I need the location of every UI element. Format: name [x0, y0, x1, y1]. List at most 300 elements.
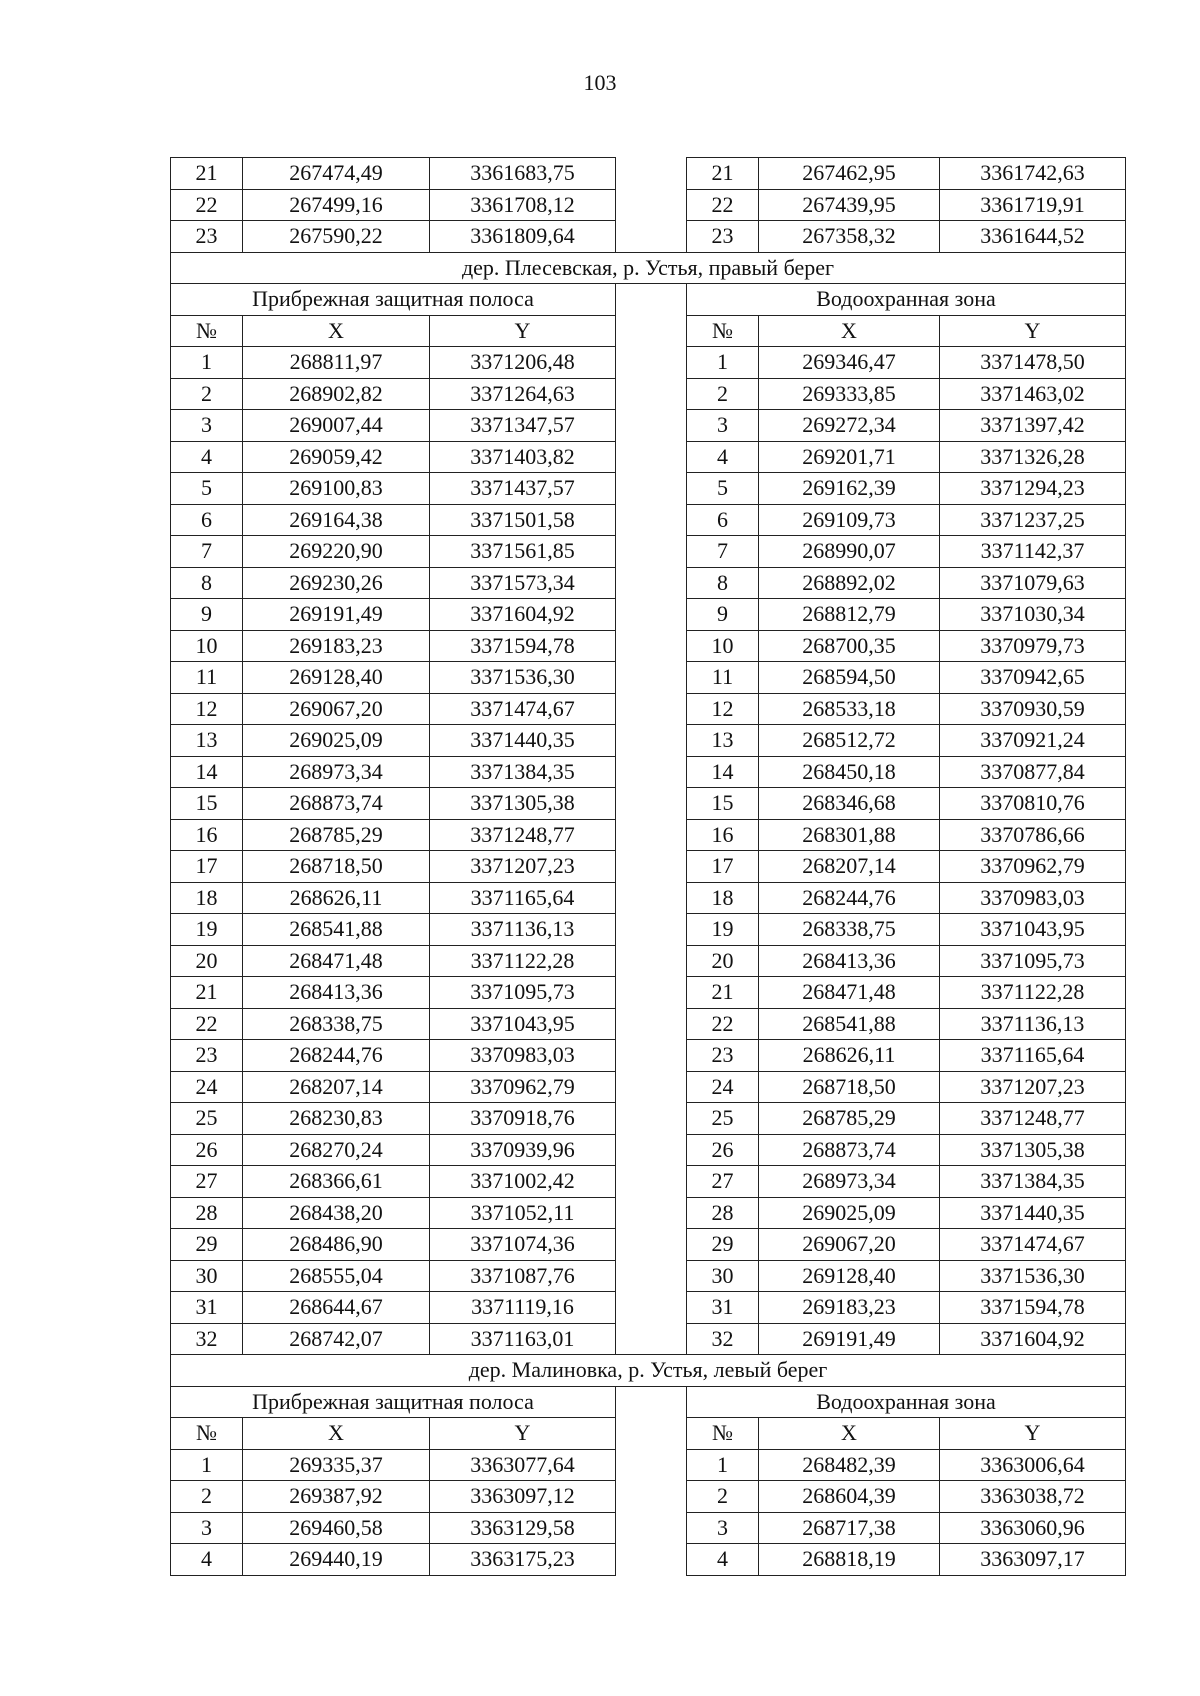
y-coordinate-cell: 3371536,30	[940, 1260, 1126, 1292]
x-coordinate-cell: 268541,88	[759, 1008, 940, 1040]
point-number-cell: 28	[171, 1197, 243, 1229]
x-coordinate-cell: 268207,14	[759, 851, 940, 883]
x-coordinate-cell: 268512,72	[759, 725, 940, 757]
table-row	[171, 693, 1126, 725]
y-coordinate-cell: 3371403,82	[430, 441, 616, 473]
x-coordinate-cell: 268626,11	[759, 1040, 940, 1072]
column-gap	[616, 315, 687, 347]
point-number-cell: 15	[687, 788, 759, 820]
y-coordinate-cell: 3371305,38	[430, 788, 616, 820]
point-number-cell: 14	[171, 756, 243, 788]
x-coordinate-cell: 268471,48	[759, 977, 940, 1009]
point-number-cell: 25	[171, 1103, 243, 1135]
y-coordinate-cell: 3370810,76	[940, 788, 1126, 820]
y-coordinate-cell: 3371079,63	[940, 567, 1126, 599]
table-row	[171, 977, 1126, 1009]
x-coordinate-cell: 269346,47	[759, 347, 940, 379]
y-coordinate-cell: 3371136,13	[430, 914, 616, 946]
column-gap	[616, 1449, 687, 1481]
point-number-cell: 4	[171, 441, 243, 473]
y-coordinate-cell: 3371474,67	[430, 693, 616, 725]
table-row	[171, 819, 1126, 851]
point-number-cell: 6	[171, 504, 243, 536]
point-number-cell: 23	[171, 221, 243, 253]
y-coordinate-cell: Y	[940, 1418, 1126, 1450]
y-coordinate-cell: 3363129,58	[430, 1512, 616, 1544]
point-number-cell: 1	[171, 1449, 243, 1481]
y-coordinate-cell: 3371122,28	[940, 977, 1126, 1009]
point-number-cell: №	[171, 1418, 243, 1450]
section-title: дер. Плесевская, р. Устья, правый берег	[171, 252, 1126, 284]
point-number-cell: 18	[687, 882, 759, 914]
column-gap	[616, 725, 687, 757]
x-coordinate-cell: 269067,20	[759, 1229, 940, 1261]
table-row	[171, 1166, 1126, 1198]
point-number-cell: №	[687, 315, 759, 347]
y-coordinate-cell: 3363097,12	[430, 1481, 616, 1513]
y-coordinate-cell: 3371604,92	[940, 1323, 1126, 1355]
x-coordinate-cell: 268742,07	[243, 1323, 430, 1355]
column-gap	[616, 567, 687, 599]
y-coordinate-cell: 3370930,59	[940, 693, 1126, 725]
x-coordinate-cell: 268230,83	[243, 1103, 430, 1135]
point-number-cell: 7	[171, 536, 243, 568]
table-row	[171, 788, 1126, 820]
x-coordinate-cell: 267439,95	[759, 189, 940, 221]
y-coordinate-cell: 3371561,85	[430, 536, 616, 568]
x-coordinate-cell: 269162,39	[759, 473, 940, 505]
column-gap	[616, 662, 687, 694]
point-number-cell: 3	[171, 410, 243, 442]
y-coordinate-cell: 3370983,03	[430, 1040, 616, 1072]
x-coordinate-cell: 268717,38	[759, 1512, 940, 1544]
x-coordinate-cell: X	[759, 315, 940, 347]
y-coordinate-cell: 3371095,73	[940, 945, 1126, 977]
x-coordinate-cell: 269201,71	[759, 441, 940, 473]
x-coordinate-cell: 269387,92	[243, 1481, 430, 1513]
y-coordinate-cell: 3371136,13	[940, 1008, 1126, 1040]
water-protection-zone-heading: Водоохранная зона	[687, 1386, 1126, 1418]
column-gap	[616, 410, 687, 442]
table-row	[171, 1197, 1126, 1229]
point-number-cell: 12	[171, 693, 243, 725]
point-number-cell: 20	[687, 945, 759, 977]
point-number-cell: 22	[171, 1008, 243, 1040]
point-number-cell: №	[171, 315, 243, 347]
point-number-cell: 32	[171, 1323, 243, 1355]
y-coordinate-cell: Y	[430, 1418, 616, 1450]
x-coordinate-cell: 268244,76	[759, 882, 940, 914]
x-coordinate-cell: 268486,90	[243, 1229, 430, 1261]
x-coordinate-cell: 268604,39	[759, 1481, 940, 1513]
x-coordinate-cell: 269460,58	[243, 1512, 430, 1544]
x-coordinate-cell: 267474,49	[243, 158, 430, 190]
column-gap	[616, 756, 687, 788]
column-gap	[616, 945, 687, 977]
column-gap	[616, 914, 687, 946]
x-coordinate-cell: 269100,83	[243, 473, 430, 505]
column-gap	[616, 284, 687, 316]
y-coordinate-cell: 3371478,50	[940, 347, 1126, 379]
table-row	[171, 914, 1126, 946]
table-row	[171, 1103, 1126, 1135]
x-coordinate-cell: 269230,26	[243, 567, 430, 599]
y-coordinate-cell: 3371440,35	[430, 725, 616, 757]
table-row	[171, 567, 1126, 599]
y-coordinate-cell: 3371536,30	[430, 662, 616, 694]
point-number-cell: 1	[171, 347, 243, 379]
point-number-cell: 31	[171, 1292, 243, 1324]
column-gap	[616, 441, 687, 473]
y-coordinate-cell: 3370786,66	[940, 819, 1126, 851]
point-number-cell: 22	[687, 189, 759, 221]
table-row	[171, 536, 1126, 568]
water-protection-zone-heading: Водоохранная зона	[687, 284, 1126, 316]
y-coordinate-cell: 3371594,78	[940, 1292, 1126, 1324]
x-coordinate-cell: 267462,95	[759, 158, 940, 190]
y-coordinate-cell: 3371594,78	[430, 630, 616, 662]
point-number-cell: 21	[687, 977, 759, 1009]
y-coordinate-cell: 3371095,73	[430, 977, 616, 1009]
y-coordinate-cell: 3371384,35	[430, 756, 616, 788]
x-coordinate-cell: 268902,82	[243, 378, 430, 410]
point-number-cell: 29	[171, 1229, 243, 1261]
point-number-cell: 3	[687, 410, 759, 442]
column-gap	[616, 1292, 687, 1324]
column-gap	[616, 882, 687, 914]
point-number-cell: 26	[171, 1134, 243, 1166]
point-number-cell: 27	[687, 1166, 759, 1198]
point-number-cell: 16	[687, 819, 759, 851]
y-coordinate-cell: 3370921,24	[940, 725, 1126, 757]
point-number-cell: 31	[687, 1292, 759, 1324]
x-coordinate-cell: 268990,07	[759, 536, 940, 568]
table-row	[171, 945, 1126, 977]
y-coordinate-cell: Y	[940, 315, 1126, 347]
x-coordinate-cell: 268626,11	[243, 882, 430, 914]
column-gap	[616, 189, 687, 221]
x-coordinate-cell: 269007,44	[243, 410, 430, 442]
y-coordinate-cell: 3371248,77	[430, 819, 616, 851]
table-row	[171, 1134, 1126, 1166]
x-coordinate-cell: 268301,88	[759, 819, 940, 851]
column-gap	[616, 1197, 687, 1229]
x-coordinate-cell: X	[759, 1418, 940, 1450]
table-row	[171, 441, 1126, 473]
point-number-cell: 22	[171, 189, 243, 221]
column-gap	[616, 788, 687, 820]
column-gap	[616, 819, 687, 851]
section-title: дер. Малиновка, р. Устья, левый берег	[171, 1355, 1126, 1387]
column-gap	[616, 977, 687, 1009]
x-coordinate-cell: 268413,36	[243, 977, 430, 1009]
point-number-cell: 4	[687, 1544, 759, 1576]
table-row	[171, 1292, 1126, 1324]
column-gap	[616, 1386, 687, 1418]
point-number-cell: 11	[171, 662, 243, 694]
point-number-cell: 5	[171, 473, 243, 505]
y-coordinate-cell: 3363077,64	[430, 1449, 616, 1481]
y-coordinate-cell: 3371119,16	[430, 1292, 616, 1324]
x-coordinate-cell: 269025,09	[243, 725, 430, 757]
x-coordinate-cell: 268346,68	[759, 788, 940, 820]
point-number-cell: 9	[687, 599, 759, 631]
point-number-cell: 21	[687, 158, 759, 190]
x-coordinate-cell: 268338,75	[759, 914, 940, 946]
column-gap	[616, 1166, 687, 1198]
point-number-cell: 8	[171, 567, 243, 599]
coordinates-table	[170, 157, 1126, 1576]
x-coordinate-cell: 268785,29	[243, 819, 430, 851]
point-number-cell: 11	[687, 662, 759, 694]
table-row	[171, 189, 1126, 221]
x-coordinate-cell: 268785,29	[759, 1103, 940, 1135]
point-number-cell: 29	[687, 1229, 759, 1261]
point-number-cell: 25	[687, 1103, 759, 1135]
column-gap	[616, 504, 687, 536]
point-number-cell: 16	[171, 819, 243, 851]
point-number-cell: 6	[687, 504, 759, 536]
y-coordinate-cell: 3371248,77	[940, 1103, 1126, 1135]
point-number-cell: 17	[171, 851, 243, 883]
y-coordinate-cell: 3371207,23	[940, 1071, 1126, 1103]
point-number-cell: 24	[687, 1071, 759, 1103]
table-row	[171, 1323, 1126, 1355]
y-coordinate-cell: 3370962,79	[940, 851, 1126, 883]
section-title-row	[171, 252, 1126, 284]
y-coordinate-cell: 3371043,95	[430, 1008, 616, 1040]
table-row	[171, 473, 1126, 505]
point-number-cell: 27	[171, 1166, 243, 1198]
table-row	[171, 158, 1126, 190]
x-coordinate-cell: 269335,37	[243, 1449, 430, 1481]
y-coordinate-cell: 3371305,38	[940, 1134, 1126, 1166]
x-coordinate-cell: X	[243, 315, 430, 347]
table-row	[171, 1512, 1126, 1544]
column-gap	[616, 851, 687, 883]
x-coordinate-cell: 268555,04	[243, 1260, 430, 1292]
page-number: 103	[583, 70, 617, 95]
column-gap	[616, 1103, 687, 1135]
y-coordinate-cell: 3371237,25	[940, 504, 1126, 536]
y-coordinate-cell: 3371074,36	[430, 1229, 616, 1261]
y-coordinate-cell: 3371165,64	[430, 882, 616, 914]
y-coordinate-cell: 3370939,96	[430, 1134, 616, 1166]
y-coordinate-cell: 3371264,63	[430, 378, 616, 410]
column-gap	[616, 473, 687, 505]
x-coordinate-cell: 268541,88	[243, 914, 430, 946]
column-header-row	[171, 1418, 1126, 1450]
zone-heading-row	[171, 1386, 1126, 1418]
point-number-cell: 28	[687, 1197, 759, 1229]
x-coordinate-cell: 268270,24	[243, 1134, 430, 1166]
x-coordinate-cell: 269128,40	[759, 1260, 940, 1292]
y-coordinate-cell: 3370918,76	[430, 1103, 616, 1135]
x-coordinate-cell: 268892,02	[759, 567, 940, 599]
x-coordinate-cell: 269059,42	[243, 441, 430, 473]
point-number-cell: 1	[687, 1449, 759, 1481]
x-coordinate-cell: 268471,48	[243, 945, 430, 977]
y-coordinate-cell: 3363097,17	[940, 1544, 1126, 1576]
y-coordinate-cell: 3371604,92	[430, 599, 616, 631]
point-number-cell: №	[687, 1418, 759, 1450]
y-coordinate-cell: 3371043,95	[940, 914, 1126, 946]
point-number-cell: 9	[171, 599, 243, 631]
x-coordinate-cell: 268718,50	[759, 1071, 940, 1103]
y-coordinate-cell: 3370962,79	[430, 1071, 616, 1103]
column-gap	[616, 693, 687, 725]
point-number-cell: 30	[687, 1260, 759, 1292]
column-gap	[616, 1071, 687, 1103]
point-number-cell: 15	[171, 788, 243, 820]
y-coordinate-cell: 3371087,76	[430, 1260, 616, 1292]
column-gap	[616, 1040, 687, 1072]
x-coordinate-cell: 267590,22	[243, 221, 430, 253]
y-coordinate-cell: Y	[430, 315, 616, 347]
column-gap	[616, 630, 687, 662]
x-coordinate-cell: 268366,61	[243, 1166, 430, 1198]
y-coordinate-cell: 3361683,75	[430, 158, 616, 190]
y-coordinate-cell: 3363060,96	[940, 1512, 1126, 1544]
point-number-cell: 13	[687, 725, 759, 757]
point-number-cell: 2	[171, 1481, 243, 1513]
column-gap	[616, 536, 687, 568]
point-number-cell: 4	[171, 1544, 243, 1576]
point-number-cell: 12	[687, 693, 759, 725]
point-number-cell: 23	[171, 1040, 243, 1072]
point-number-cell: 8	[687, 567, 759, 599]
y-coordinate-cell: 3371474,67	[940, 1229, 1126, 1261]
y-coordinate-cell: 3370983,03	[940, 882, 1126, 914]
table-row	[171, 378, 1126, 410]
x-coordinate-cell: 269067,20	[243, 693, 430, 725]
table-row	[171, 1449, 1126, 1481]
y-coordinate-cell: 3363175,23	[430, 1544, 616, 1576]
x-coordinate-cell: 268812,79	[759, 599, 940, 631]
column-gap	[616, 347, 687, 379]
table-row	[171, 756, 1126, 788]
y-coordinate-cell: 3371122,28	[430, 945, 616, 977]
y-coordinate-cell: 3371165,64	[940, 1040, 1126, 1072]
x-coordinate-cell: 269183,23	[759, 1292, 940, 1324]
point-number-cell: 3	[687, 1512, 759, 1544]
point-number-cell: 10	[687, 630, 759, 662]
x-coordinate-cell: 267358,32	[759, 221, 940, 253]
x-coordinate-cell: X	[243, 1418, 430, 1450]
point-number-cell: 4	[687, 441, 759, 473]
column-gap	[616, 1323, 687, 1355]
x-coordinate-cell: 268700,35	[759, 630, 940, 662]
section-title-row	[171, 1355, 1126, 1387]
table-row	[171, 347, 1126, 379]
x-coordinate-cell: 269220,90	[243, 536, 430, 568]
y-coordinate-cell: 3371294,23	[940, 473, 1126, 505]
y-coordinate-cell: 3371326,28	[940, 441, 1126, 473]
table-row	[171, 662, 1126, 694]
point-number-cell: 14	[687, 756, 759, 788]
y-coordinate-cell: 3371052,11	[430, 1197, 616, 1229]
column-gap	[616, 599, 687, 631]
y-coordinate-cell: 3371463,02	[940, 378, 1126, 410]
table-row	[171, 630, 1126, 662]
y-coordinate-cell: 3371573,34	[430, 567, 616, 599]
x-coordinate-cell: 269128,40	[243, 662, 430, 694]
x-coordinate-cell: 268644,67	[243, 1292, 430, 1324]
x-coordinate-cell: 269025,09	[759, 1197, 940, 1229]
x-coordinate-cell: 269191,49	[243, 599, 430, 631]
column-header-row	[171, 315, 1126, 347]
y-coordinate-cell: 3371437,57	[430, 473, 616, 505]
x-coordinate-cell: 268973,34	[759, 1166, 940, 1198]
table-row	[171, 221, 1126, 253]
x-coordinate-cell: 268207,14	[243, 1071, 430, 1103]
point-number-cell: 2	[687, 378, 759, 410]
table-row	[171, 1008, 1126, 1040]
x-coordinate-cell: 268718,50	[243, 851, 430, 883]
y-coordinate-cell: 3370979,73	[940, 630, 1126, 662]
x-coordinate-cell: 269272,34	[759, 410, 940, 442]
point-number-cell: 13	[171, 725, 243, 757]
x-coordinate-cell: 267499,16	[243, 189, 430, 221]
table-row	[171, 725, 1126, 757]
y-coordinate-cell: 3363038,72	[940, 1481, 1126, 1513]
zone-heading-row	[171, 284, 1126, 316]
table-row	[171, 1071, 1126, 1103]
table-row	[171, 851, 1126, 883]
y-coordinate-cell: 3361708,12	[430, 189, 616, 221]
point-number-cell: 19	[687, 914, 759, 946]
column-gap	[616, 1418, 687, 1450]
x-coordinate-cell: 268450,18	[759, 756, 940, 788]
y-coordinate-cell: 3371030,34	[940, 599, 1126, 631]
point-number-cell: 24	[171, 1071, 243, 1103]
point-number-cell: 10	[171, 630, 243, 662]
column-gap	[616, 1134, 687, 1166]
point-number-cell: 7	[687, 536, 759, 568]
x-coordinate-cell: 268438,20	[243, 1197, 430, 1229]
point-number-cell: 21	[171, 158, 243, 190]
column-gap	[616, 1260, 687, 1292]
table-row	[171, 410, 1126, 442]
y-coordinate-cell: 3361809,64	[430, 221, 616, 253]
y-coordinate-cell: 3370942,65	[940, 662, 1126, 694]
x-coordinate-cell: 268413,36	[759, 945, 940, 977]
y-coordinate-cell: 3371002,42	[430, 1166, 616, 1198]
point-number-cell: 1	[687, 347, 759, 379]
column-gap	[616, 1544, 687, 1576]
column-gap	[616, 1008, 687, 1040]
point-number-cell: 21	[171, 977, 243, 1009]
point-number-cell: 2	[171, 378, 243, 410]
y-coordinate-cell: 3371440,35	[940, 1197, 1126, 1229]
table-row	[171, 599, 1126, 631]
point-number-cell: 2	[687, 1481, 759, 1513]
x-coordinate-cell: 269333,85	[759, 378, 940, 410]
y-coordinate-cell: 3361644,52	[940, 221, 1126, 253]
column-gap	[616, 1512, 687, 1544]
x-coordinate-cell: 269109,73	[759, 504, 940, 536]
y-coordinate-cell: 3371397,42	[940, 410, 1126, 442]
point-number-cell: 18	[171, 882, 243, 914]
point-number-cell: 5	[687, 473, 759, 505]
y-coordinate-cell: 3371142,37	[940, 536, 1126, 568]
x-coordinate-cell: 268533,18	[759, 693, 940, 725]
y-coordinate-cell: 3371207,23	[430, 851, 616, 883]
y-coordinate-cell: 3371163,01	[430, 1323, 616, 1355]
x-coordinate-cell: 269440,19	[243, 1544, 430, 1576]
table-row	[171, 1040, 1126, 1072]
table-row	[171, 1229, 1126, 1261]
